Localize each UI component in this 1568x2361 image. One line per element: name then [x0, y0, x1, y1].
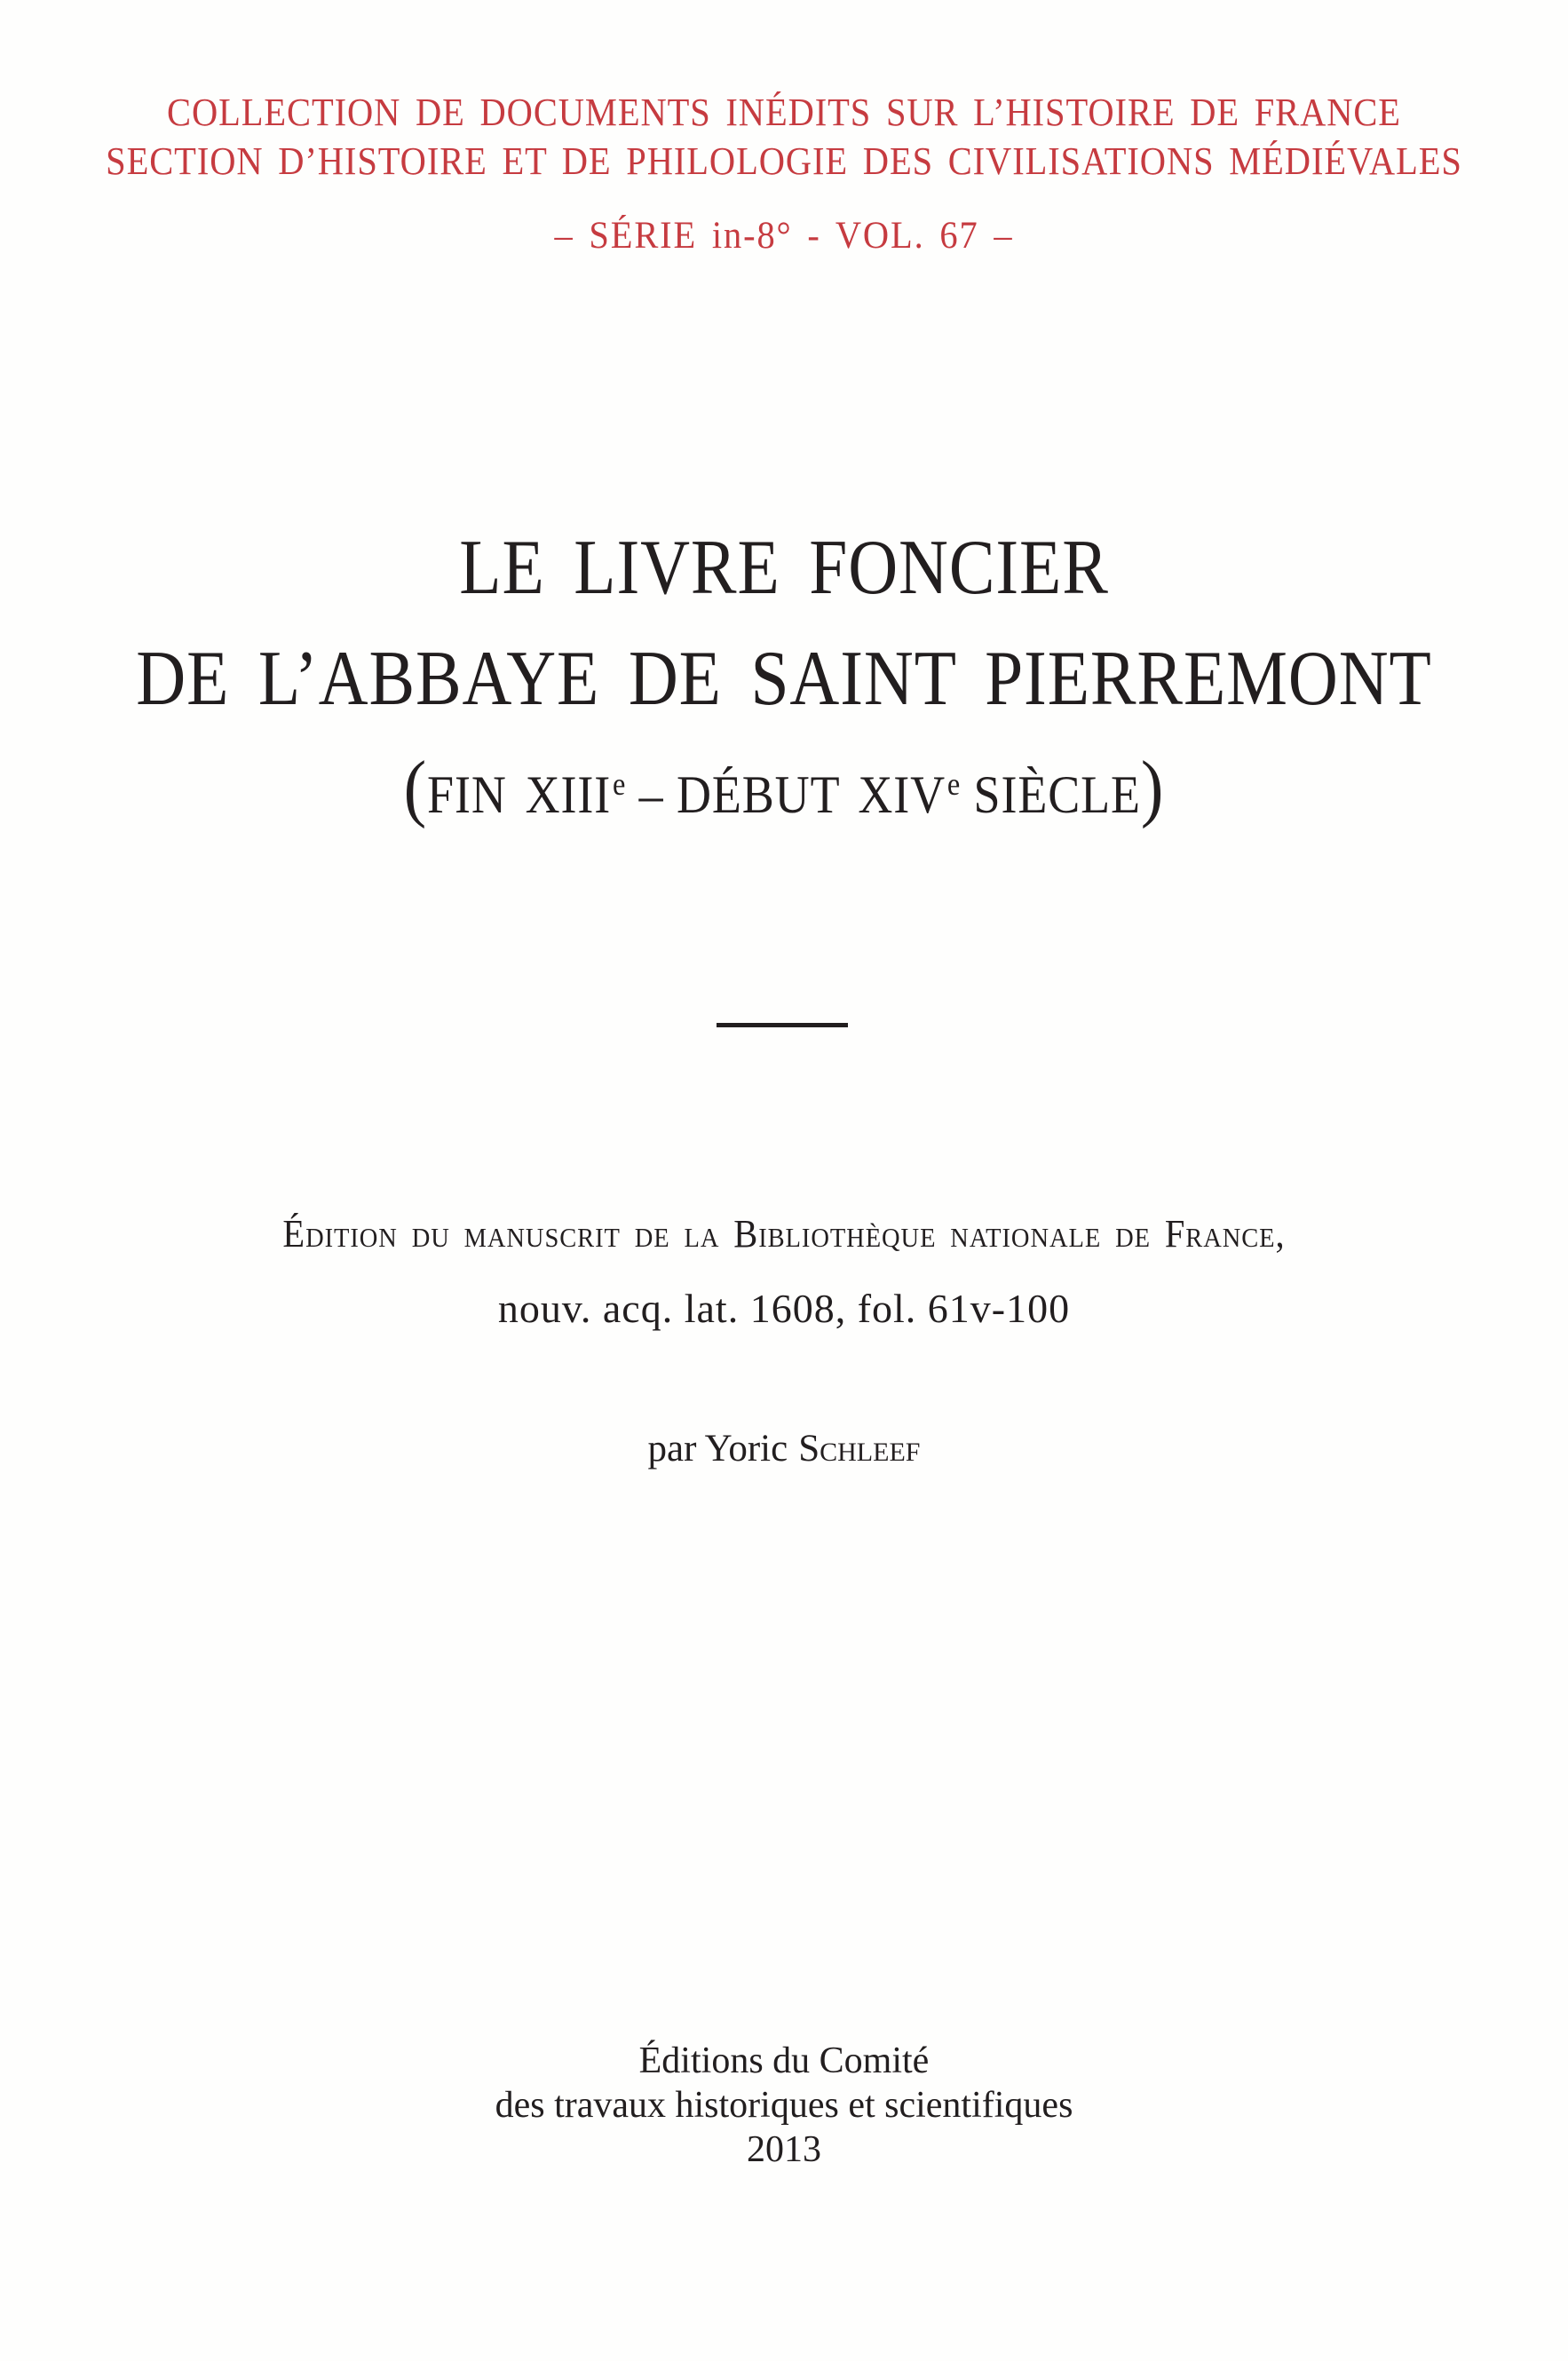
manuscript-reference: nouv. acq. lat. 1608, fol. 61v-100	[497, 1286, 1071, 1331]
author-name: Schleef	[798, 1428, 921, 1470]
edition-source: Édition du manuscrit de la Bibliothèque nationale de France,	[282, 1212, 1286, 1256]
main-title-line-2: DE L’ABBAYE DE SAINT PIERREMONT	[136, 636, 1432, 722]
publisher-line-1: Éditions du Comité	[638, 2040, 930, 2081]
date-range-dash: –	[638, 765, 664, 824]
ordinal-superscript-2: e	[946, 766, 962, 803]
section-title: SECTION D’HISTOIRE ET DE PHILOLOGIE DES CIVILISATIONS MÉDIÉVALES	[106, 139, 1462, 183]
open-paren: (	[403, 746, 428, 829]
author-line	[0, 1430, 1568, 1468]
author-prefix: par Yoric	[647, 1428, 788, 1470]
subtitle-part-3: SIÈCLE	[973, 765, 1141, 824]
subtitle-date-range	[78, 746, 1489, 829]
ordinal-superscript-1: e	[612, 766, 627, 803]
publisher-line-2: des travaux historiques et scientifiques	[495, 2085, 1073, 2126]
publication-year: 2013	[747, 2129, 821, 2170]
separator-rule	[717, 1023, 848, 1027]
collection-title: COLLECTION DE DOCUMENTS INÉDITS SUR L’HISTOIRE DE FRANCE	[167, 91, 1401, 134]
main-title-line-1: LE LIVRE FONCIER	[459, 525, 1109, 611]
close-paren: )	[1140, 746, 1165, 829]
subtitle-part-1: FIN XIII	[427, 765, 612, 824]
subtitle-part-2: DÉBUT XIV	[676, 765, 946, 824]
series-volume: – SÉRIE in-8° - VOL. 67 –	[554, 215, 1014, 257]
